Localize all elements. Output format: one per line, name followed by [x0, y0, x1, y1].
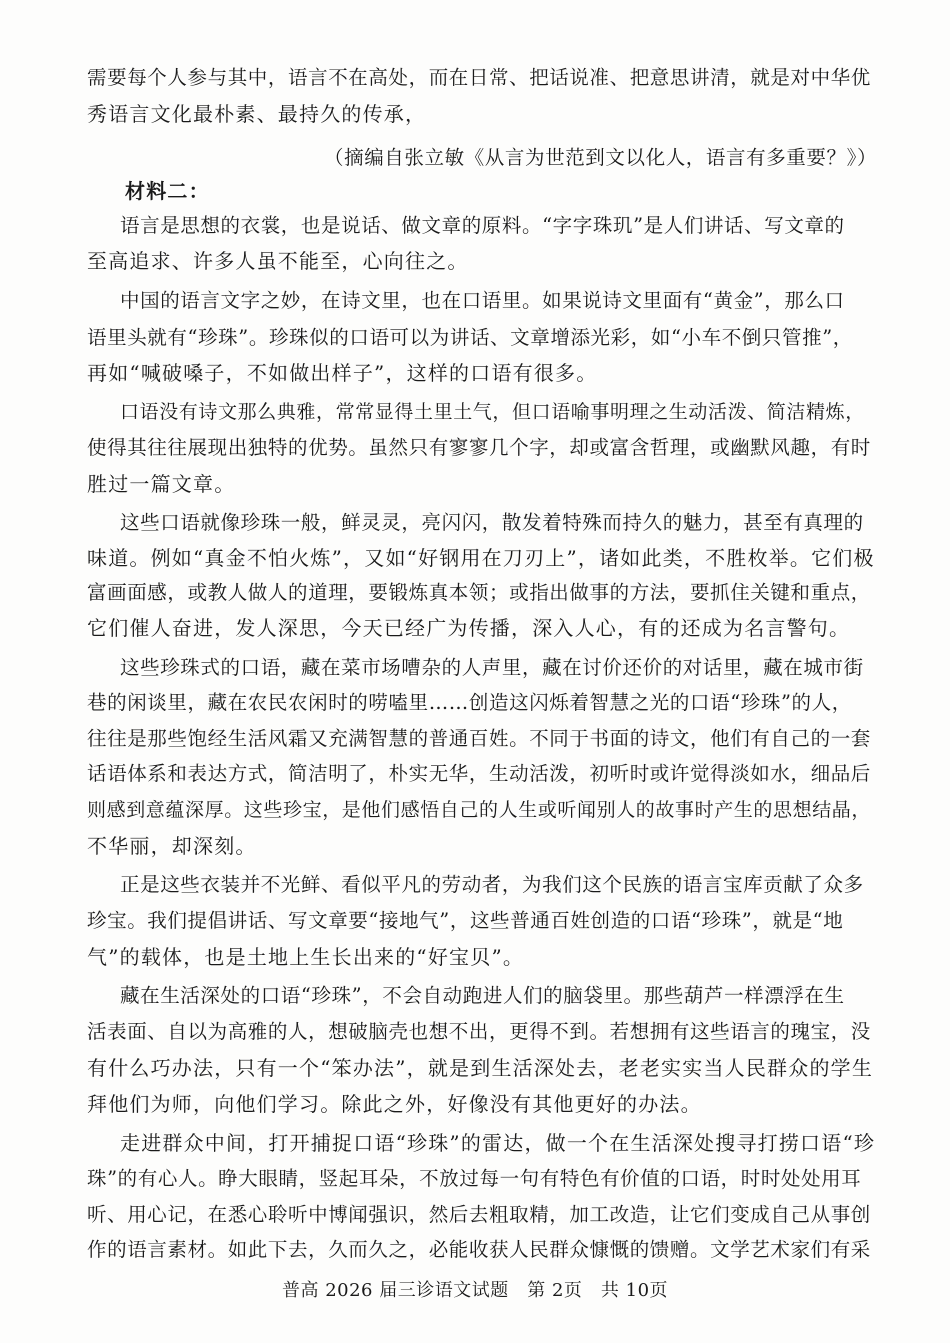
- text-line: 这些口语就像珍珠一般，鲜灵灵，亮闪闪，散发着特殊而持久的魅力，甚至有真理的: [120, 511, 864, 534]
- text-line: 再如“喊破嗓子，不如做出样子”，这样的口语有很多。: [87, 361, 598, 385]
- text-line: 它们催人奋进，发人深思，今天已经广为传播，深入人心，有的还成为名言警句。: [87, 616, 851, 640]
- text-line: 话语体系和表达方式，简洁明了，朴实无华，生动活泼，初听时或许觉得淡如水，细品后: [87, 762, 871, 785]
- text-line: 藏在生活深处的口语“珍珠”，不会自动跑进人们的脑袋里。那些葫芦一样漂浮在生: [120, 984, 845, 1007]
- text-line: 至高追求、许多人虽不能至，心向往之。: [87, 249, 469, 273]
- text-line: 走进群众中间，打开捕捉口语“珍珠”的雷达，做一个在生活深处搜寻打捞口语“珍: [120, 1131, 876, 1155]
- text-line: 有什么巧办法，只有一个“笨办法”，就是到生活深处去，老老实实当人民群众的学生: [87, 1056, 874, 1080]
- text-line: 语里头就有“珍珠”。珍珠似的口语可以为讲话、文章增添光彩，如“小车不倒只管推”，: [87, 326, 853, 349]
- text-line: 珠”的有心人。睁大眼睛，竖起耳朵，不放过每一句有特色有价值的口语，时时处处用耳: [87, 1167, 862, 1190]
- text-line: 这些珍珠式的口语，藏在菜市场嘈杂的人声里，藏在讨价还价的对话里，藏在城市街: [120, 656, 864, 679]
- text-line: 往往是那些饱经生活风霜又充满智慧的普通百姓。不同于书面的诗文，他们有自己的一套: [87, 727, 871, 750]
- text-line: 珍宝。我们提倡讲话、写文章要“接地气”，这些普通百姓创造的口语“珍珠”，就是“地: [87, 909, 844, 932]
- text-line: 中国的语言文字之妙，在诗文里，也在口语里。如果说诗文里面有“黄金”，那么口: [120, 289, 845, 312]
- text-line: 使得其往往展现出独特的优势。虽然只有寥寥几个字，却或富含哲理，或幽默风趣，有时: [87, 436, 871, 459]
- text-line: 口语没有诗文那么典雅，常常显得土里土气，但口语喻事明理之生动活泼、简洁精炼，: [120, 401, 865, 423]
- text-line: 作的语言素材。如此下去，久而久之，必能收获人民群众慷慨的馈赠。文学艺术家们有采: [87, 1238, 871, 1261]
- text-line: 气”的载体，也是土地上生长出来的“好宝贝”。: [87, 945, 525, 969]
- text-line: 正是这些衣装并不光鲜、看似平凡的劳动者，为我们这个民族的语言宝库贡献了众多: [120, 873, 864, 896]
- text-line: 胜过一篇文章。: [87, 472, 236, 496]
- source-citation: （摘编自张立敏《从言为世范到文以化人，语言有多重要？》）: [324, 146, 878, 169]
- text-line: 巷的闲谈里，藏在农民农闲时的唠嗑里……创造这闪烁着智慧之光的口语“珍珠”的人，: [87, 691, 852, 714]
- page-footer: 普高 2026 届三诊语文试题 第 2页 共 10页: [281, 1280, 669, 1301]
- text-line: 活表面、自以为高雅的人，想破脑壳也想不出，更得不到。若想拥有这些语言的瑰宝，没: [87, 1020, 871, 1043]
- text-line: 味道。例如“真金不怕火炼”，又如“好钢用在刀刃上”，诸如此类，不胜枚举。它们极: [87, 546, 875, 570]
- text-line: 语言是思想的衣裳，也是说话、做文章的原料。“字字珠玑”是人们讲话、写文章的: [120, 214, 845, 237]
- text-line: 需要每个人参与其中，语言不在高处，而在日常、把话说准、把意思讲清，就是对中华优: [87, 66, 871, 89]
- text-line: 秀语言文化最朴素、最持久的传承，: [87, 102, 427, 126]
- text-line: 富画面感，或教人做人的道理，要锻炼真本领；或指出做事的方法，要抓住关键和重点，: [87, 581, 871, 604]
- text-line: 则感到意蕴深厚。这些珍宝，是他们感悟自己的人生或听闻别人的故事时产生的思想结晶，: [87, 799, 872, 821]
- text-line: 拜他们为师，向他们学习。除此之外，好像没有其他更好的办法。: [87, 1092, 702, 1116]
- section-heading: 材料二：: [125, 179, 210, 203]
- text-line: 不华丽，却深刻。: [87, 834, 257, 858]
- text-line: 听、用心记，在悉心聆听中博闻强识，然后去粗取精，加工改造，让它们变成自己从事创: [87, 1203, 871, 1226]
